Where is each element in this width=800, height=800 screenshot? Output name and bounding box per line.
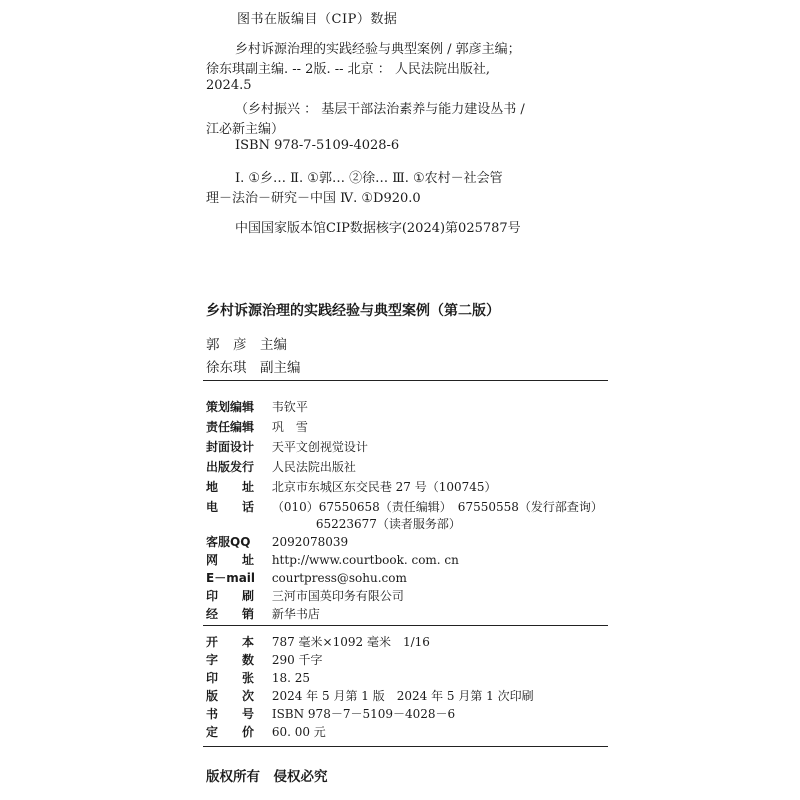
divider: [203, 746, 608, 747]
info-label: 封面设计: [206, 440, 255, 454]
cip-line: 徐东琪副主编. -- 2版. -- 北京 ： 人民法院出版社,: [206, 62, 491, 77]
info-row-responsible-editor: [206, 418, 308, 435]
info-value: 人民法院出版社: [271, 460, 356, 474]
info-value: 65223677（读者服务部）: [315, 517, 461, 531]
spec-label: 版 次: [206, 689, 255, 703]
info-value: 北京市东城区东交民巷 27 号（100745）: [271, 480, 497, 494]
info-value: 韦钦平: [271, 400, 308, 414]
info-label: 策划编辑: [206, 400, 255, 414]
editor: 郭 彦 主编: [206, 337, 287, 353]
cip-heading: 图书在版编目（CIP）数据: [237, 12, 398, 27]
info-value: 天平文创视觉设计: [271, 440, 368, 454]
spec-label: 开 本: [206, 635, 255, 649]
info-label: 网 址: [206, 553, 255, 567]
spec-row-price: [206, 723, 326, 740]
info-label: 责任编辑: [206, 420, 255, 434]
info-row-distributor: [206, 605, 320, 622]
cip-line: （乡村振兴 ： 基层干部法治素养与能力建设丛书 /: [235, 102, 525, 117]
spec-value: 18. 25: [271, 671, 310, 685]
cip-line: Ⅰ. ①乡… Ⅱ. ①郭… ②徐… Ⅲ. ①农村－社会管: [235, 171, 503, 186]
info-label: 经 销: [206, 607, 255, 621]
cip-isbn: ISBN 978-7-5109-4028-6: [235, 138, 400, 153]
info-label: 电 话: [206, 500, 255, 514]
info-row-printer: [206, 587, 404, 604]
info-label: 出版发行: [206, 460, 255, 474]
info-value: 巩 雪: [271, 420, 308, 434]
cip-line: 乡村诉源治理的实践经验与典型案例 / 郭彦主编；: [235, 42, 521, 57]
info-label: 地 址: [206, 480, 255, 494]
spec-row-format: [206, 633, 430, 650]
spec-row-sheets: [206, 669, 310, 686]
info-label: E－mail: [206, 571, 256, 585]
spec-label: 字 数: [206, 653, 255, 667]
info-row-qq: [206, 533, 348, 550]
info-value: 新华书店: [271, 607, 320, 621]
spec-value: ISBN 978－7－5109－4028－6: [271, 707, 456, 721]
info-row-phone-2: [206, 515, 461, 532]
spec-label: 定 价: [206, 725, 255, 739]
divider: [203, 625, 608, 626]
spec-row-word-count: [206, 651, 323, 668]
info-row-planning-editor: [206, 398, 308, 415]
info-value: courtpress@sohu.com: [271, 571, 407, 585]
info-row-email: [206, 569, 407, 586]
info-row-address: [206, 478, 497, 495]
divider: [203, 380, 608, 381]
info-row-phone: [206, 498, 603, 515]
spec-row-isbn: [206, 705, 455, 722]
spec-label: 印 张: [206, 671, 255, 685]
copyright-notice: 版权所有 侵权必究: [206, 769, 328, 785]
info-label: 印 刷: [206, 589, 255, 603]
cip-line: 2024.5: [206, 78, 252, 93]
cip-number: 中国国家版本馆CIP数据核字(2024)第025787号: [235, 221, 521, 236]
info-row-website: [206, 551, 459, 568]
spec-label: 书 号: [206, 707, 255, 721]
spec-value: 2024 年 5 月第 1 版 2024 年 5 月第 1 次印刷: [271, 689, 534, 703]
info-value: 三河市国英印务有限公司: [271, 589, 404, 603]
info-value: 2092078039: [271, 535, 349, 549]
spec-value: 60. 00 元: [271, 725, 326, 739]
cip-line: 理－法治－研究－中国 Ⅳ. ①D920.0: [206, 191, 421, 206]
info-row-publisher: [206, 458, 356, 475]
spec-value: 290 千字: [271, 653, 323, 667]
book-title: 乡村诉源治理的实践经验与典型案例（第二版）: [206, 303, 500, 319]
deputy-editor: 徐东琪 副主编: [206, 360, 301, 376]
spec-value: 787 毫米×1092 毫米 1/16: [271, 635, 430, 649]
info-label: 客服QQ: [206, 535, 251, 549]
info-value: （010）67550658（责任编辑） 67550558（发行部查询）: [271, 500, 603, 514]
cip-line: 江必新主编）: [206, 122, 285, 137]
spec-row-edition: [206, 687, 534, 704]
info-value: http://www.courtbook. com. cn: [271, 553, 459, 567]
info-row-cover-design: [206, 438, 368, 455]
